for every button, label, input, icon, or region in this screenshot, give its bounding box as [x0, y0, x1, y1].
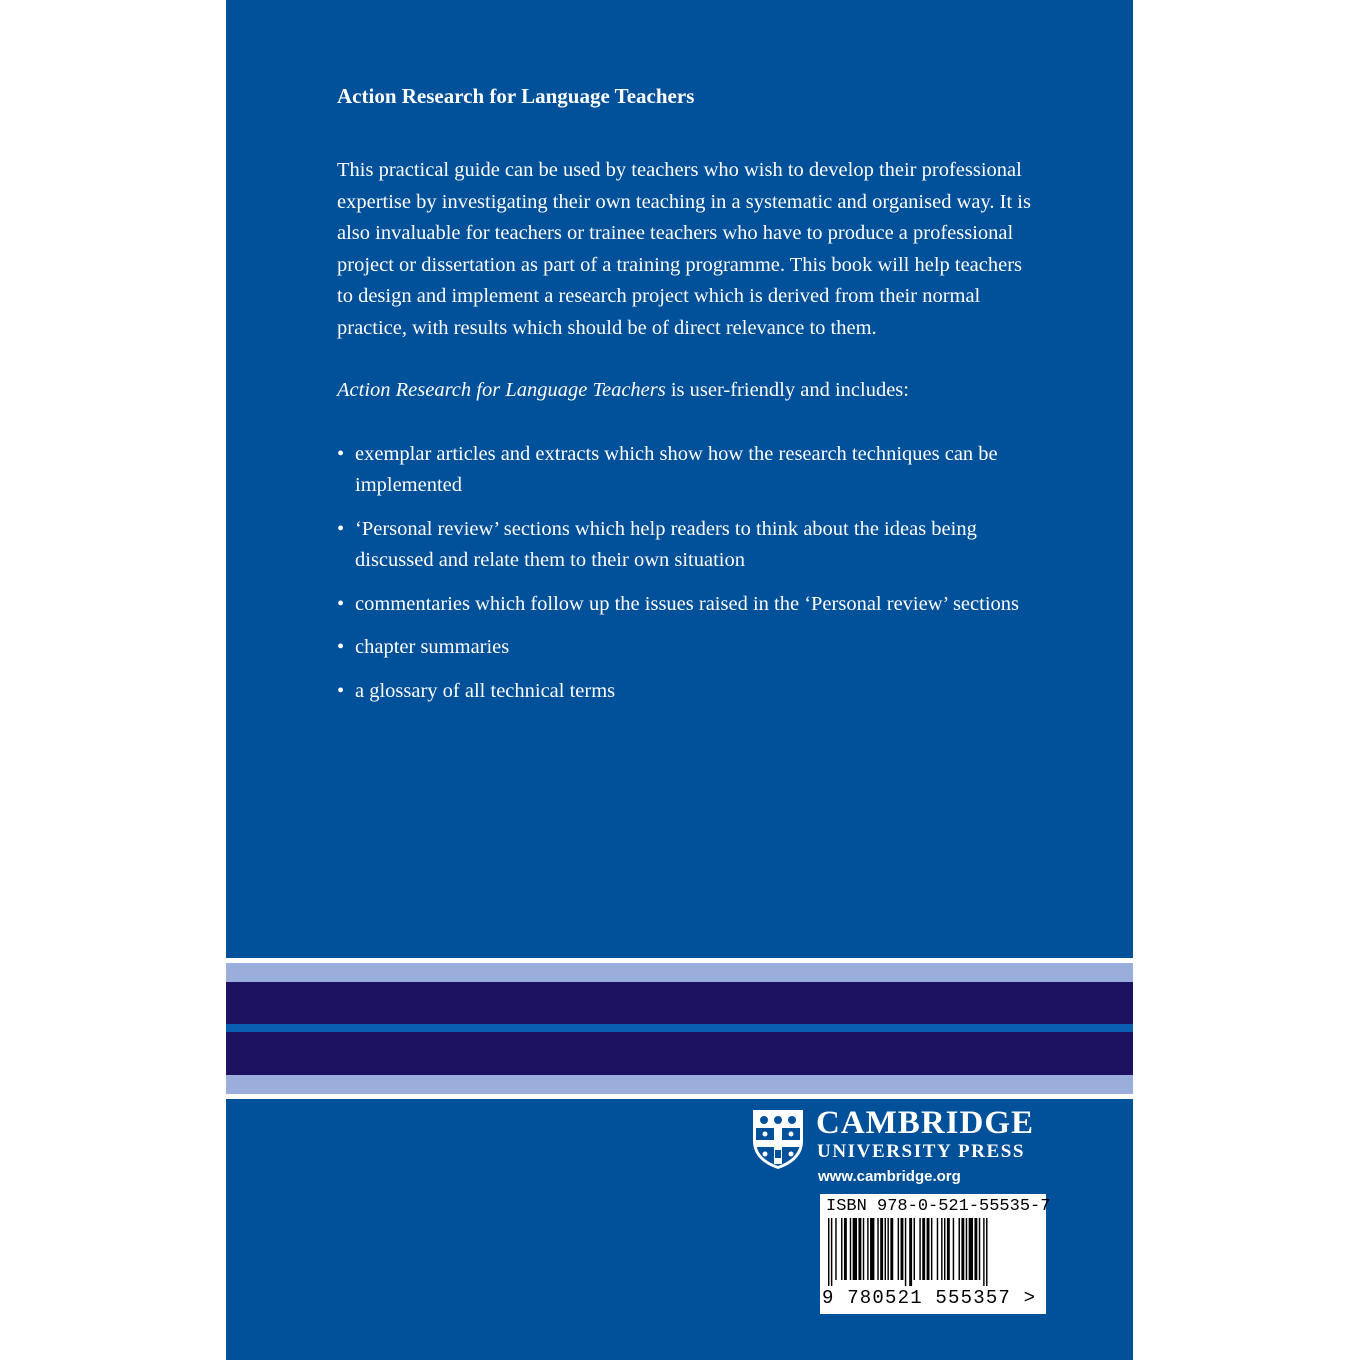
- publisher-subtitle: UNIVERSITY PRESS: [817, 1141, 1026, 1162]
- barcode-bar: [887, 1218, 888, 1280]
- barcode-bar: [961, 1218, 964, 1280]
- barcode-bar: [898, 1218, 899, 1280]
- barcode-bar: [931, 1218, 932, 1280]
- barcode-bar: [880, 1218, 883, 1280]
- barcode-bar: [979, 1218, 980, 1280]
- barcode-bar: [885, 1218, 886, 1280]
- feature-text: chapter summaries: [355, 636, 510, 658]
- book-description: This practical guide can be used by teachers who wish to develop their professional expertise by investigating their own teaching in a systematic and organised way. It is also invaluable for teachers or trainee teachers who have to produce a professional project or dissertation as part of a training programme. This book will help teachers to design and implement a research project which is derived from their normal practice, with results which should be of direct relevance to them.: [337, 159, 1031, 339]
- list-item: [337, 439, 1037, 502]
- cover-text-block: [337, 80, 1037, 719]
- features-intro-title: Action Research for Language Teachers: [337, 379, 666, 401]
- stripe-mid: [226, 1024, 1133, 1032]
- stripe-dark: [226, 982, 1133, 1024]
- list-item: [337, 514, 1037, 577]
- stripe-light: [226, 1075, 1133, 1094]
- barcode-bar: [941, 1218, 942, 1280]
- barcode-bar: [877, 1218, 878, 1280]
- barcode-bar: [905, 1218, 906, 1286]
- barcode-bar: [870, 1218, 874, 1280]
- features-intro: [337, 375, 1037, 407]
- barcode-bar: [966, 1218, 967, 1280]
- bullet-icon: •: [337, 517, 345, 540]
- barcode-bar: [983, 1218, 984, 1286]
- stripe-dark: [226, 1032, 1133, 1075]
- feature-text: a glossary of all technical terms: [355, 679, 616, 702]
- barcode-bar: [974, 1218, 977, 1280]
- feature-text: exemplar articles and extracts which show how the research techniques can be implemented: [355, 442, 998, 496]
- publisher-logo: [750, 1107, 1050, 1173]
- barcode-bar: [919, 1218, 920, 1280]
- barcode-bar: [850, 1218, 851, 1280]
- publisher-name: CAMBRIDGE: [816, 1105, 1035, 1141]
- book-title: Action Research for Language Teachers: [337, 84, 695, 108]
- barcode-bar: [909, 1218, 912, 1286]
- barcode-bar: [969, 1218, 973, 1280]
- barcode-bar: [927, 1218, 930, 1280]
- barcode-bars: [828, 1218, 1033, 1286]
- book-back-cover: [226, 0, 1133, 1360]
- bullet-icon: •: [337, 679, 345, 702]
- publisher-url: www.cambridge.org: [818, 1168, 961, 1185]
- feature-text: commentaries which follow up the issues raised in the ‘Personal review’ sections: [355, 592, 1019, 615]
- barcode-bar: [863, 1218, 864, 1280]
- barcode-bar: [914, 1218, 915, 1280]
- ean-digits: 9 780521 555357 >: [822, 1287, 1037, 1309]
- features-list: [337, 439, 1037, 708]
- barcode-bar: [828, 1218, 829, 1286]
- barcode-bar: [890, 1218, 893, 1280]
- barcode-bar: [986, 1218, 987, 1286]
- stripe-light: [226, 963, 1133, 982]
- barcode-bar: [853, 1218, 857, 1280]
- barcode-bar: [937, 1218, 938, 1280]
- bullet-icon: •: [337, 636, 345, 658]
- isbn-barcode: [820, 1194, 1051, 1314]
- list-item: [337, 632, 1037, 664]
- barcode-bar: [858, 1218, 861, 1280]
- stripe-divider: [226, 1094, 1133, 1099]
- feature-text: ‘Personal review’ sections which help readers to think about the ideas being discussed and relate them to their own situation: [355, 517, 977, 571]
- isbn-label: ISBN 978-0-521-55535-7: [826, 1197, 1051, 1216]
- bullet-icon: •: [337, 442, 345, 465]
- list-item: [337, 676, 1037, 708]
- barcode-bar: [922, 1218, 925, 1280]
- barcode-bar: [959, 1218, 960, 1280]
- barcode-bar: [867, 1218, 868, 1280]
- features-intro-rest: is user-friendly and includes:: [665, 379, 909, 401]
- barcode-bar: [901, 1218, 904, 1280]
- barcode-bar: [831, 1218, 832, 1286]
- university-shield-icon: [750, 1107, 806, 1171]
- barcode-bar: [844, 1218, 847, 1280]
- bullet-icon: •: [337, 592, 345, 615]
- barcode-bar: [953, 1218, 954, 1280]
- list-item: [337, 589, 1037, 621]
- barcode-bar: [841, 1218, 842, 1280]
- barcode-bar: [947, 1218, 950, 1280]
- barcode-bar: [944, 1218, 945, 1280]
- barcode-bar: [835, 1218, 836, 1280]
